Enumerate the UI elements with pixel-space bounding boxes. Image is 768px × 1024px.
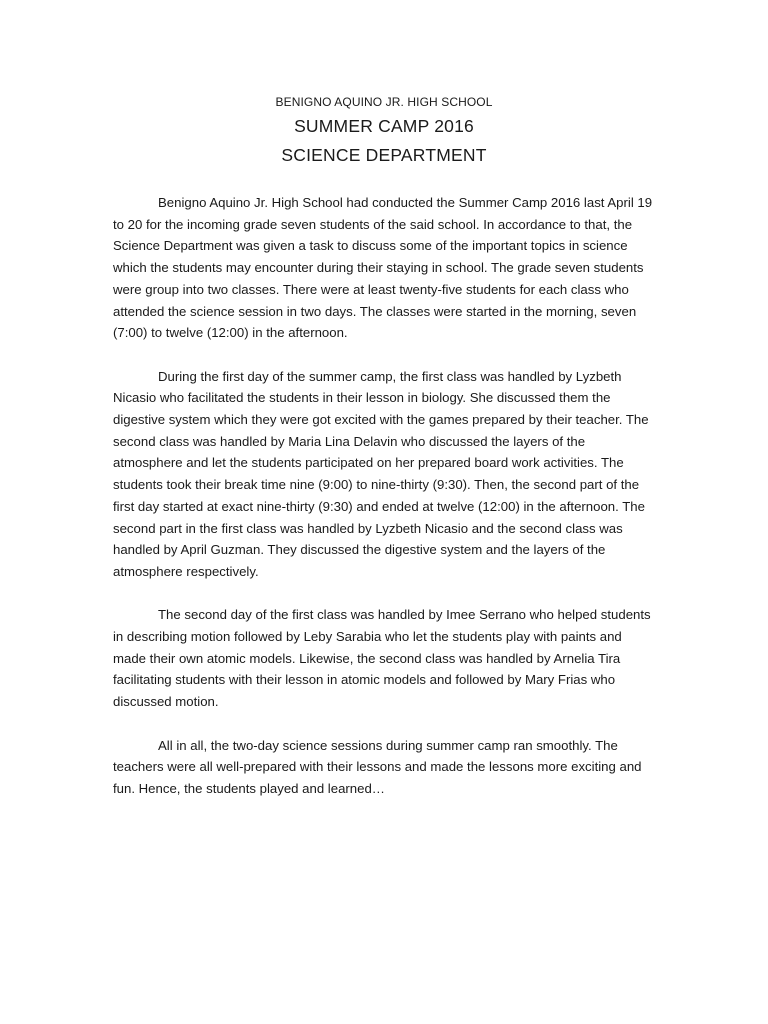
paragraph-4: All in all, the two-day science sessions during summer camp ran smoothly. The teachers were all well-prepared with their lessons and made the lessons more exciting and fun. Hence, the students played and learned… [113,737,642,796]
paragraph-2: During the first day of the summer camp, the first class was handled by Lyzbeth Nicasio who facilitated the students in their lesson in biology. She discussed them the digestive system which they were got excited with the games prepared by their teacher. The second class was handled by Maria Lina Delavin who discussed the layers of the atmosphere and let the students participated on her prepared board work activities. The students took their break time nine (9:00) to nine-thirty (9:30). Then, the second part of the first day started at exact nine-thirty (9:30) and ended at twelve (12:00) in the afternoon. The second part in the first class was handled by Lyzbeth Nicasio and the second class was handled by April Guzman. They discussed the digestive system and the layers of the atmosphere respectively. [113,368,649,579]
paragraph-3: The second day of the first class was handled by Imee Serrano who helped students in describing motion followed by Leby Sarabia who let the students play with paints and made their own atomic models. Likewise, the second class was handled by Arnelia Tira facilitating students with their lesson in atomic models and followed by Mary Frias who discussed motion. [113,607,651,710]
document-body [113,192,655,800]
paragraph-1: Benigno Aquino Jr. High School had conducted the Summer Camp 2016 last April 19 to 20 for the incoming grade seven students of the said school. In accordance to that, the Science Department was given a task to discuss some of the important topics in science which the students may encounter during their staying in school. The grade seven students were group into two classes. There were at least twenty-five students for each class who attended the science session in two days. The classes were started in the morning, seven (7:00) to twelve (12:00) in the afternoon. [113,195,653,341]
school-name: BENIGNO AQUINO JR. HIGH SCHOOL [275,95,493,109]
department-title: SCIENCE DEPARTMENT [281,145,487,165]
document-title: SUMMER CAMP 2016 [294,116,474,136]
document-page [113,94,655,821]
